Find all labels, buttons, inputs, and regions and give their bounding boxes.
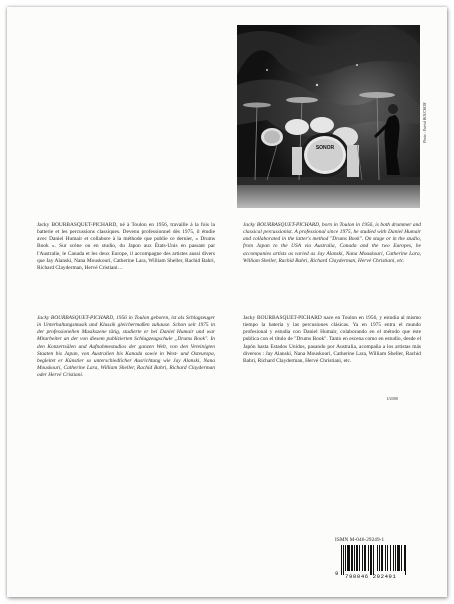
barcode-bars — [341, 545, 427, 571]
bio-spanish: Jacky BOURBASQUET-PICHARD nace en Toulon en 1956, y estudia al mismo tiempo la batería y las percusiones clásicas. Ya en 1975 entra el mundo profesional y estudia con Daniel Humair, colaborando en el método que éste publica con el título de "Drums Book". Tanto en escena como en estudio, desde el Japón hasta Estados Unidos, pasando por Australia, acompaña a los artistas más diversos : Jay Alanski, Nana Mouskouri, Catherine Lara, William Sheller, Rachid Bahri, Richard Clayderman, Hervé Christiani, etc. — [243, 315, 421, 364]
bio-english: Jacky BOURBASQUET-PICHARD, born in Toulon in 1956, is both drummer and classical percussionist. A professional since 1975, he studied with Daniel Humair and collaborated in the latter's method "Drums Book". On stage or in the studio, from Japan to the USA via Australia, Canada and the two Europes, he accompanies artists as varied as Jay Alanski, Nana Mouskouri, Catherine Lara, William Sheller, Rachid Bahri, Richard Clayderman, Hervé Christiani, etc. — [243, 222, 421, 264]
photo-credit: Photo : Patrick BOUCHON — [423, 102, 427, 143]
barcode-lead-digit: 9 — [335, 570, 339, 577]
drummer-photo — [237, 25, 420, 208]
barcode — [335, 545, 427, 579]
photo-area — [237, 25, 427, 208]
cover-page — [7, 7, 447, 597]
barcode-digits: 790046 292491 — [345, 573, 397, 580]
bio-french: Jacky BOURBASQUET-PICHARD, né à Toulon en 1956, travaille à la fois la batterie et les percussions classiques. Devenu professionnel dès 1975, il étudie avec Daniel Humair et collabore à la méthode que publie ce dernier, « Drums Book ». Sur scène ou en studio, du Japon aux États-Unis en passant par l'Australie, le Canada et les deux Europe, il accompagne des artistes aussi divers que Jay Alanski, Nana Mouskouri, Catherine Lara, William Sheller, Rachid Bahri, Richard Clayderman, Hervé Cristiani… — [37, 222, 215, 271]
ismn-number: ISMN M-046-29249-1 — [335, 537, 385, 543]
print-code: I/2000 — [387, 396, 398, 401]
drum-logo-text: SONOR — [315, 145, 335, 151]
photo-illustration — [237, 25, 420, 208]
bio-german: Jacky BOURBASQUET-PICHARD, 1956 in Toulon geboren, ist als Schlagzeuger in Unterhaltungsmusik und Klassik gleichermaßen zuhause. Schon seit 1975 in der professionellen Musikszene tätig, studierte er bei Daniel Humair und war Mitarbeiter an der von diesem publizierten Schlagzeugschule „Drums Book". In den Konzertsälen und Aufnahmestudios der ganzen Welt, von den Vereinigten Staaten bis Japan, von Australien bis Kanada sowie in West- und Osteuropa, begleitet er Künstler so unterschiedlicher Ausrichtung wie Jay Alanski, Nana Mouskouri, Catherine Lara, William Sheller, Rachid Bahri, Richard Clayderman oder Hervé Cristiani. — [37, 315, 215, 379]
barcode-bar — [405, 545, 406, 575]
